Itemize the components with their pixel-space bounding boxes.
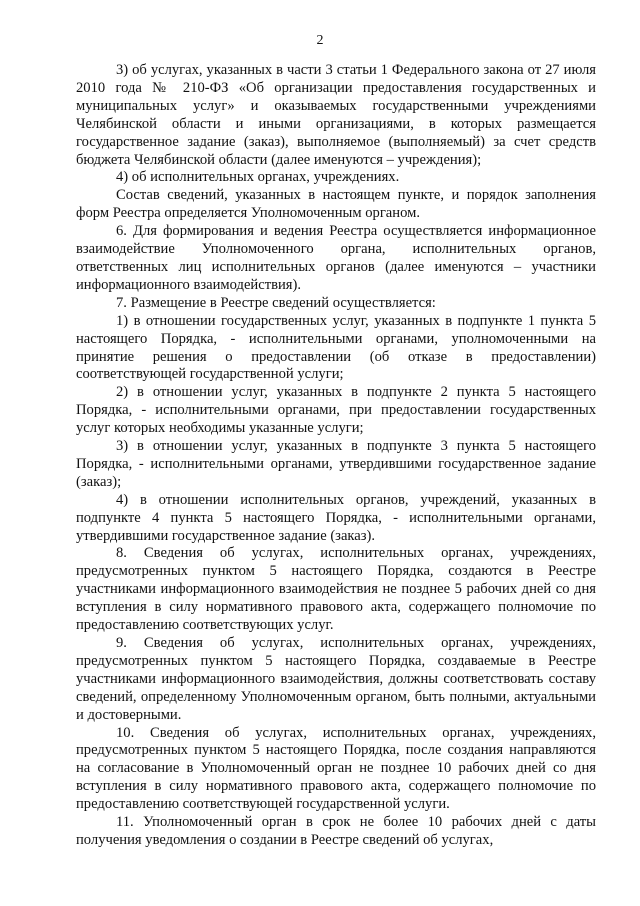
paragraph: 9. Сведения об услугах, исполнительных органах, учреждениях, предусмотренных пунктом 5 настоящего Порядка, создаваемые в Реестре участниками информационного взаимодействия, должны соответствовать составу сведений, определенному Уполномоченным органом, быть полными, актуальными и достоверными. — [76, 635, 596, 723]
paragraph: Состав сведений, указанных в настоящем пункте, и порядок заполнения форм Реестра определяется Уполномоченным органом. — [76, 187, 596, 222]
paragraph: 3) в отношении услуг, указанных в подпункте 3 пункта 5 настоящего Порядка, - исполнительными органами, утвердившими государственное задание (заказ); — [76, 438, 596, 490]
document-body — [76, 62, 596, 850]
paragraph: 6. Для формирования и ведения Реестра осуществляется информационное взаимодействие Уполномоченного органа, исполнительных органов, ответственных лиц исполнительных органов (далее именуются – участники информационного взаимодействия). — [76, 223, 596, 293]
paragraph: 1) в отношении государственных услуг, указанных в подпункте 1 пункта 5 настоящего Порядка, - исполнительными органами, уполномоченными на принятие решения о предоставлении (об отказе в предоставлении) соответствующей государственной услуги; — [76, 312, 596, 383]
paragraph: 4) в отношении исполнительных органов, учреждений, указанных в подпункте 4 пункта 5 настоящего Порядка, - исполнительными органами, утвердившими государственное задание (заказ). — [76, 491, 596, 544]
paragraph: 2) в отношении услуг, указанных в подпункте 2 пункта 5 настоящего Порядка, - исполнительными органами, при предоставлении государственных услуг которых необходимы указанные услуги; — [76, 384, 596, 437]
paragraph: 10. Сведения об услугах, исполнительных органах, учреждениях, предусмотренных пунктом 5 настоящего Порядка, после создания направляются на согласование в Уполномоченный орган не позднее 10 рабочих дней со дня вступления в силу нормативного правового акта, содержащего полномочие по предоставлению соответствующей государственной услуги. — [76, 724, 596, 813]
page-number: 2 — [316, 33, 324, 48]
paragraph: 4) об исполнительных органах, учреждениях. — [116, 169, 400, 186]
paragraph: 7. Размещение в Реестре сведений осуществляется: — [116, 294, 436, 311]
paragraph: 3) об услугах, указанных в части 3 статьи 1 Федерального закона от 27 июля 2010 года № 210-ФЗ «Об организации предоставления государственных и муниципальных услуг» и оказываемых государственными учреждениями Челябинской области и иными организациями, в которых размещается государственное задание (заказ), выполняемое (выполняемый) за счет средств бюджета Челябинской области (далее именуются – учреждения); — [76, 62, 596, 168]
paragraph: 8. Сведения об услугах, исполнительных органах, учреждениях, предусмотренных пунктом 5 настоящего Порядка, создаются в Реестре участниками информационного взаимодействия не позднее 5 рабочих дней со дня вступления в силу нормативного правового акта, содержащего полномочие по предоставлению соответствующих услуг. — [76, 545, 596, 634]
paragraph: 11. Уполномоченный орган в срок не более 10 рабочих дней с даты получения уведомления о создании в Реестре сведений об услугах, — [76, 814, 596, 848]
